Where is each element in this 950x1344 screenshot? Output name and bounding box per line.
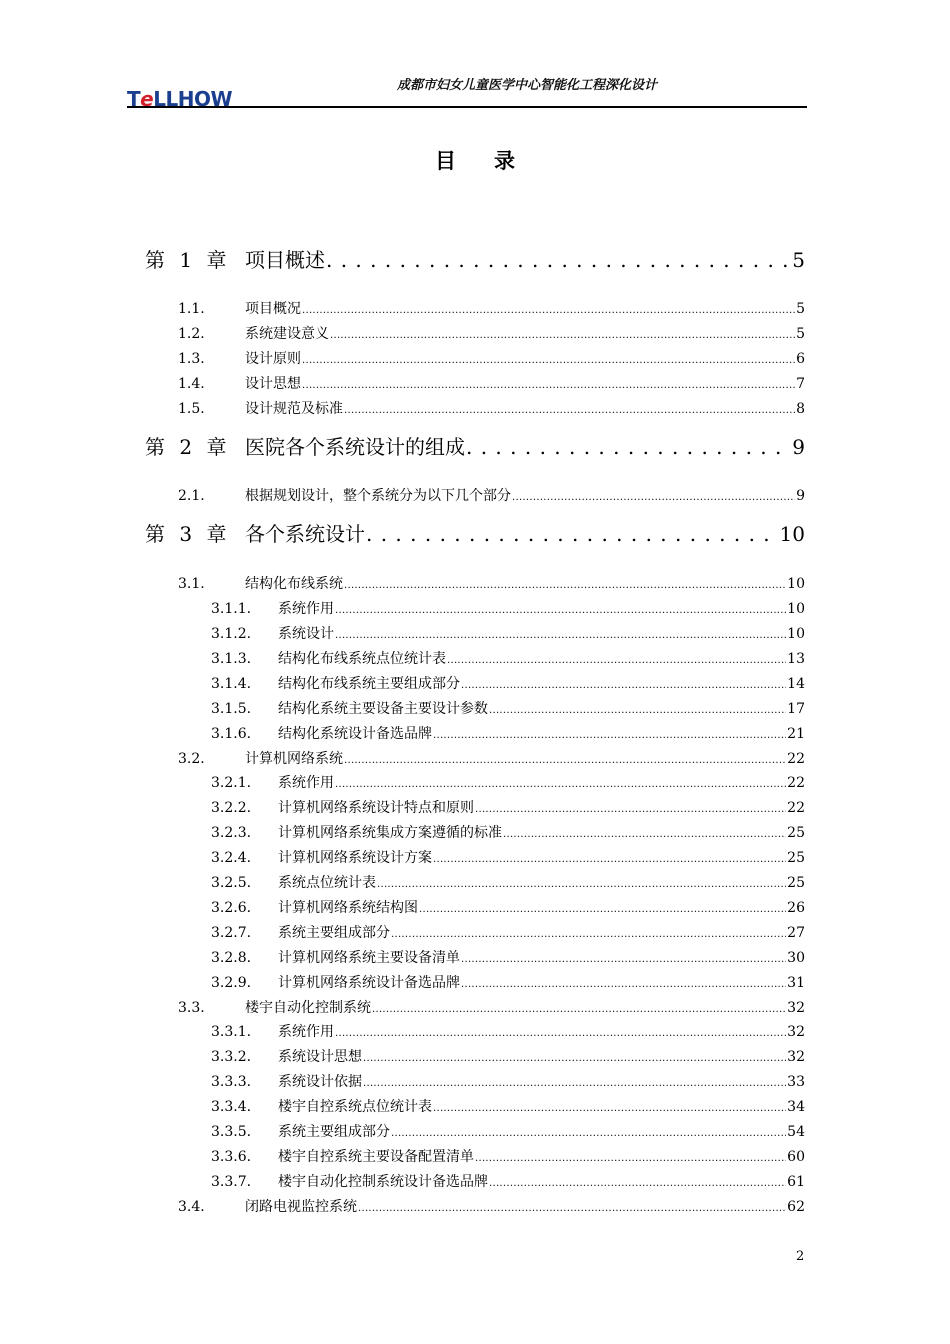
toc-entry[interactable]: 1.5. 设计规范及标准 ..... 8 bbox=[178, 398, 805, 418]
toc-subentry[interactable]: 3.1.2. 系统设计 ..... 10 bbox=[211, 623, 805, 643]
toc-subentry[interactable]: 3.1.1. 系统作用 ..... 10 bbox=[211, 598, 805, 618]
toc-entry[interactable]: 3.4. 闭路电视监控系统 ..... 62 bbox=[178, 1196, 805, 1216]
toc-subentry[interactable]: 3.2.5. 系统点位统计表 ..... 25 bbox=[211, 872, 805, 892]
toc-entry[interactable]: 3.1. 结构化布线系统 ..... 10 bbox=[178, 573, 805, 593]
toc-subentry[interactable]: 3.3.2. 系统设计思想 ..... 32 bbox=[211, 1046, 805, 1066]
toc-subentry[interactable]: 3.2.9. 计算机网络系统设计备选品牌 ..... 31 bbox=[211, 972, 805, 992]
toc-chapter-3[interactable]: 第 3 章 各个系统设计 . . . 10 bbox=[145, 518, 805, 547]
document-header-title: 成都市妇女儿童医学中心智能化工程深化设计 bbox=[396, 78, 657, 93]
toc-subentry[interactable]: 3.2.3. 计算机网络系统集成方案遵循的标准 ..... 25 bbox=[211, 822, 805, 842]
toc-subentry[interactable]: 3.2.1. 系统作用 ..... 22 bbox=[211, 772, 805, 792]
toc-entry[interactable]: 1.3. 设计原则 ..... 6 bbox=[178, 348, 805, 368]
toc-subentry[interactable]: 3.1.5. 结构化系统主要设备主要设计参数 ..... 17 bbox=[211, 698, 805, 718]
toc-subentry[interactable]: 3.3.1. 系统作用 ..... 32 bbox=[211, 1021, 805, 1041]
page-number: 2 bbox=[796, 1249, 805, 1264]
toc-entry[interactable]: 1.4. 设计思想 ..... 7 bbox=[178, 373, 805, 393]
toc-subentry[interactable]: 3.2.6. 计算机网络系统结构图 ..... 26 bbox=[211, 897, 805, 917]
toc-subentry[interactable]: 3.1.6. 结构化系统设计备选品牌 ..... 21 bbox=[211, 723, 805, 743]
toc-subentry[interactable]: 3.3.5. 系统主要组成部分 ..... 54 bbox=[211, 1121, 805, 1141]
toc-chapter-1[interactable]: 第 1 章 项目概述 . . . 5 bbox=[145, 244, 805, 273]
toc-entry[interactable]: 1.1. 项目概况 ..... 5 bbox=[178, 298, 805, 318]
toc-entry[interactable]: 2.1. 根据规划设计，整个系统分为以下几个部分 ..... 9 bbox=[178, 485, 805, 505]
page-header bbox=[127, 70, 807, 110]
toc-subentry[interactable]: 3.3.7. 楼宇自动化控制系统设计备选品牌 ..... 61 bbox=[211, 1171, 805, 1191]
company-logo: TeLLHOW bbox=[127, 87, 233, 111]
toc-subentry[interactable]: 3.2.2. 计算机网络系统设计特点和原则 ..... 22 bbox=[211, 797, 805, 817]
toc-title: 目录 bbox=[435, 149, 553, 173]
toc-entry[interactable]: 3.2. 计算机网络系统 ..... 22 bbox=[178, 748, 805, 768]
toc-subentry[interactable]: 3.1.3. 结构化布线系统点位统计表 ..... 13 bbox=[211, 648, 805, 668]
toc-entry[interactable]: 3.3. 楼宇自动化控制系统 ..... 32 bbox=[178, 997, 805, 1017]
header-divider bbox=[127, 106, 807, 108]
toc-subentry[interactable]: 3.3.6. 楼宇自控系统主要设备配置清单 ..... 60 bbox=[211, 1146, 805, 1166]
toc-entry[interactable]: 1.2. 系统建设意义 ..... 5 bbox=[178, 323, 805, 343]
toc-chapter-2[interactable]: 第 2 章 医院各个系统设计的组成 . . . 9 bbox=[145, 431, 805, 460]
toc-subentry[interactable]: 3.3.3. 系统设计依据 ..... 33 bbox=[211, 1071, 805, 1091]
toc-subentry[interactable]: 3.3.4. 楼宇自控系统点位统计表 ..... 34 bbox=[211, 1096, 805, 1116]
toc-subentry[interactable]: 3.2.7. 系统主要组成部分 ..... 27 bbox=[211, 922, 805, 942]
toc-subentry[interactable]: 3.2.8. 计算机网络系统主要设备清单 ..... 30 bbox=[211, 947, 805, 967]
toc-subentry[interactable]: 3.1.4. 结构化布线系统主要组成部分 ..... 14 bbox=[211, 673, 805, 693]
toc-subentry[interactable]: 3.2.4. 计算机网络系统设计方案 ..... 25 bbox=[211, 847, 805, 867]
